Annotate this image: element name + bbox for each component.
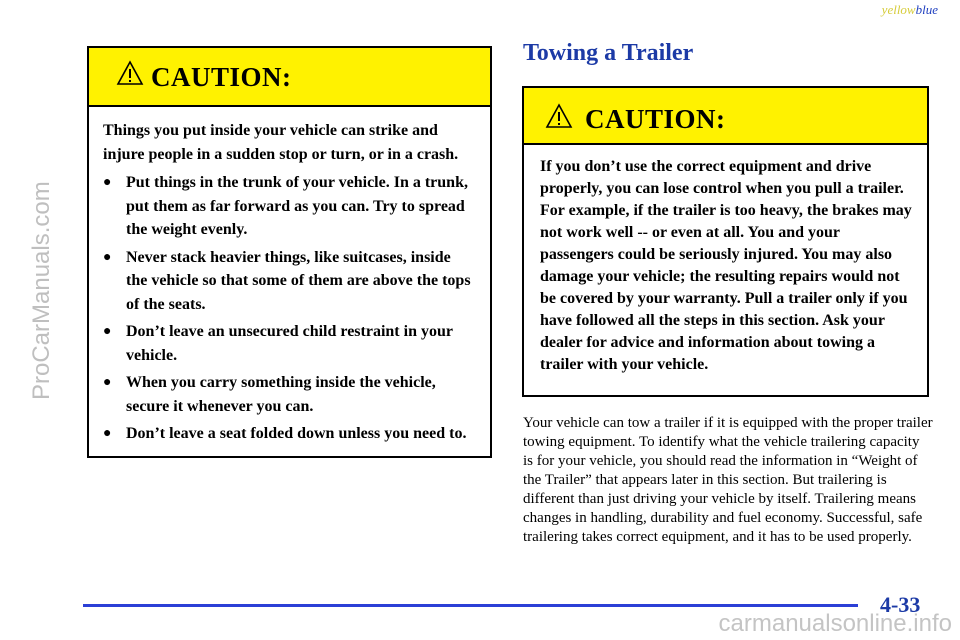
bullet-text: Don’t leave a seat folded down unless you need to. [126, 425, 467, 442]
list-item [103, 320, 476, 367]
caution-header [89, 48, 490, 107]
bullet-text: Put things in the trunk of your vehicle. In a trunk, put them as far forward as you can. Try to spread the weight evenly. [126, 174, 468, 238]
page-color-tag [882, 2, 938, 18]
list-item [103, 246, 476, 317]
list-item [103, 422, 476, 446]
bullet-text: Don’t leave an unsecured child restraint in your vehicle. [126, 323, 453, 364]
caution-body: If you don’t use the correct equipment and drive properly, you can lose control when you pull a trailer. For example, if the trailer is too heavy, the brakes may not work well -- or even at all. You and your passengers could be seriously injured. You may also damage your vehicle; the resulting repairs would not be covered by your warranty. Pull a trailer only if you have followed all the steps in this section. Ask your dealer for advice and information about towing a trailer with your vehicle. [540, 158, 912, 373]
caution-intro: Things you put inside your vehicle can strike and injure people in a sudden stop or turn, or in a crash. [103, 122, 459, 163]
bullet-icon: ● [103, 426, 112, 441]
caution-bullet-list [103, 171, 476, 446]
section-title: Towing a Trailer [523, 40, 694, 66]
bottom-watermark: carmanualsonline.info [718, 610, 952, 637]
list-item [103, 171, 476, 242]
caution-title: CAUTION: [585, 104, 726, 134]
caution-box-cargo [87, 46, 492, 458]
side-watermark-text: ProCarManuals.com [28, 181, 55, 400]
bullet-text: Never stack heavier things, like suitcases, inside the vehicle so that some of them are above the tops of the seats. [126, 248, 471, 313]
bullet-icon: ● [103, 175, 112, 190]
warning-triangle-icon [116, 60, 144, 86]
warning-triangle-icon [545, 103, 573, 129]
caution-box-towing [522, 86, 929, 397]
page-number: 4-33 [880, 592, 921, 617]
caution-title: CAUTION: [151, 62, 292, 92]
footer-rule [83, 604, 858, 607]
caution-body [89, 107, 490, 446]
caution-header [524, 88, 927, 145]
color-tag-blue: blue [915, 2, 938, 17]
color-tag-yellow: yellow [881, 2, 916, 17]
body-paragraph: Your vehicle can tow a trailer if it is equipped with the proper trailer towing equipment. To identify what the vehicle trailering capacity is for your vehicle, you should read the information in “Weight of the Trailer” that appears later in this section. But trailering is different than just driving your vehicle by itself. Trailering means changes in handling, durability and fuel economy. Successful, safe trailering takes correct equipment, and it has to be used properly. [523, 415, 933, 545]
list-item [103, 371, 476, 418]
bullet-icon: ● [103, 324, 112, 339]
bullet-icon: ● [103, 249, 112, 265]
bullet-icon: ● [103, 375, 112, 390]
bullet-text: When you carry something inside the vehicle, secure it whenever you can. [126, 374, 436, 415]
